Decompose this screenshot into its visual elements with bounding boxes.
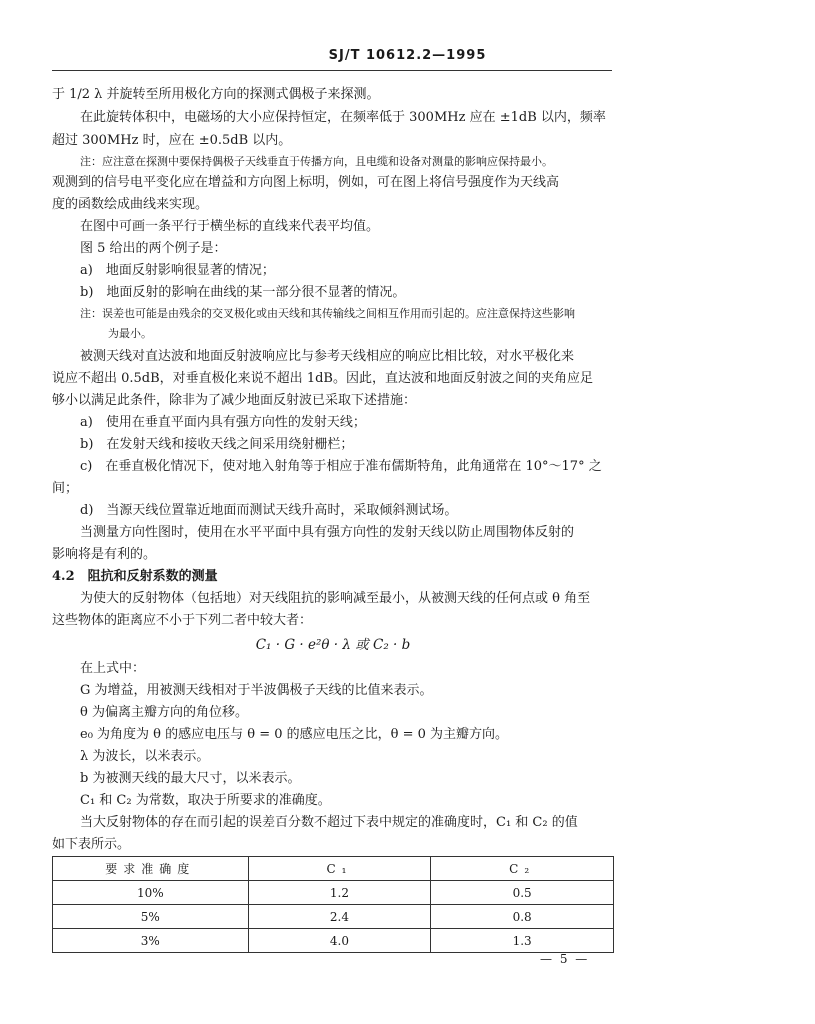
definition-line: λ 为波长，以米表示。 (80, 749, 210, 764)
paragraph-line: 被测天线对直达波和地面反射波响应比与参考天线相应的响应比相比较，对水平极化来 (80, 349, 575, 364)
note: 注：应注意在探测中要保持偶极子天线垂直于传播方向，且电缆和设备对测量的影响应保持最小。 (80, 155, 553, 168)
table-cell: 3% (53, 929, 249, 953)
paragraph-line: 这些物体的距离应不小于下列二者中较大者： (52, 613, 313, 628)
note: 为最小。 (108, 327, 152, 340)
paragraph-line: 度的函数绘成曲线来实现。 (52, 197, 209, 212)
column-header-accuracy: 要求准确度 (53, 857, 249, 881)
list-item: b) 地面反射的影响在曲线的某一部分很不显著的情况。 (80, 285, 406, 300)
paragraph-line: 当测量方向性图时，使用在水平平面中具有强方向性的发射天线以防止周围物体反射的 (80, 525, 575, 540)
note: 注：误差也可能是由残余的交叉极化或由天线和其传输线之间相互作用而引起的。应注意保持这些影响 (80, 307, 575, 320)
section-heading: 4.2 阻抗和反射系数的测量 (52, 569, 218, 584)
list-item: a) 地面反射影响很显著的情况； (80, 263, 275, 278)
header-rule (52, 70, 612, 71)
column-header-c1: C₁ (248, 857, 431, 881)
table-row (53, 881, 614, 905)
definition-line: e₀ 为角度为 θ 的感应电压与 θ = 0 的感应电压之比，θ = 0 为主瓣方向。 (80, 727, 509, 742)
table-cell: 0.5 (431, 881, 614, 905)
column-header-c2: C₂ (431, 857, 614, 881)
paragraph-line: 在此旋转体积中，电磁场的大小应保持恒定，在频率低于 300MHz 应在 ±1dB 以内，频率 (80, 110, 606, 125)
accuracy-table (52, 856, 614, 953)
table-cell: 10% (53, 881, 249, 905)
definition-line: C₁ 和 C₂ 为常数，取决于所要求的准确度。 (80, 793, 331, 808)
paragraph-line: 够小以满足此条件，除非为了减少地面反射波已采取下述措施： (52, 393, 417, 408)
paragraph-line: 如下表所示。 (52, 837, 131, 852)
paragraph-line: 在图中可画一条平行于横坐标的直线来代表平均值。 (80, 219, 380, 234)
table-cell: 2.4 (248, 905, 431, 929)
list-item: d) 当源天线位置靠近地面而测试天线升高时，采取倾斜测试场。 (80, 503, 458, 518)
paragraph-line: 说应不超出 0.5dB，对垂直极化来说不超出 1dB。因此，直达波和地面反射波之间的夹角应足 (52, 371, 593, 386)
paragraph-line: 影响将是有利的。 (52, 547, 157, 562)
table-cell: 1.3 (431, 929, 614, 953)
table-cell: 5% (53, 905, 249, 929)
paragraph-line: 在上式中： (80, 661, 146, 676)
table-row (53, 905, 614, 929)
list-item: c) 在垂直极化情况下，使对地入射角等于相应于准布儒斯特角，此角通常在 10°～17° 之 (80, 459, 602, 474)
formula: C₁ · G · e²θ · λ 或 C₂ · b (255, 637, 411, 653)
table-header-row (53, 857, 614, 881)
table-cell: 1.2 (248, 881, 431, 905)
table-row (53, 929, 614, 953)
definition-line: θ 为偏离主瓣方向的角位移。 (80, 705, 248, 720)
paragraph-line: 超过 300MHz 时，应在 ±0.5dB 以内。 (52, 133, 292, 148)
list-item: a) 使用在垂直平面内具有强方向性的发射天线； (80, 415, 366, 430)
list-item: 间； (52, 481, 79, 496)
definition-line: G 为增益，用被测天线相对于半波偶极子天线的比值来表示。 (80, 683, 433, 698)
table-cell: 0.8 (431, 905, 614, 929)
paragraph-line: 为使大的反射物体（包括地）对天线阻抗的影响减至最小，从被测天线的任何点或 θ 角至 (80, 591, 591, 606)
paragraph-line: 图 5 给出的两个例子是： (80, 241, 227, 256)
page-number: — 5 — (540, 952, 590, 966)
definition-line: b 为被测天线的最大尺寸，以米表示。 (80, 771, 301, 786)
paragraph-line: 当大反射物体的存在而引起的误差百分数不超过下表中规定的准确度时，C₁ 和 C₂ 的值 (80, 815, 578, 830)
list-item: b) 在发射天线和接收天线之间采用绕射栅栏； (80, 437, 354, 452)
document-header: SJ/T 10612.2—1995 (328, 48, 487, 63)
paragraph-line: 观测到的信号电平变化应在增益和方向图上标明，例如，可在图上将信号强度作为天线高 (52, 175, 560, 190)
table-cell: 4.0 (248, 929, 431, 953)
paragraph-line: 于 1/2 λ 并旋转至所用极化方向的探测式偶极子来探测。 (52, 87, 380, 102)
